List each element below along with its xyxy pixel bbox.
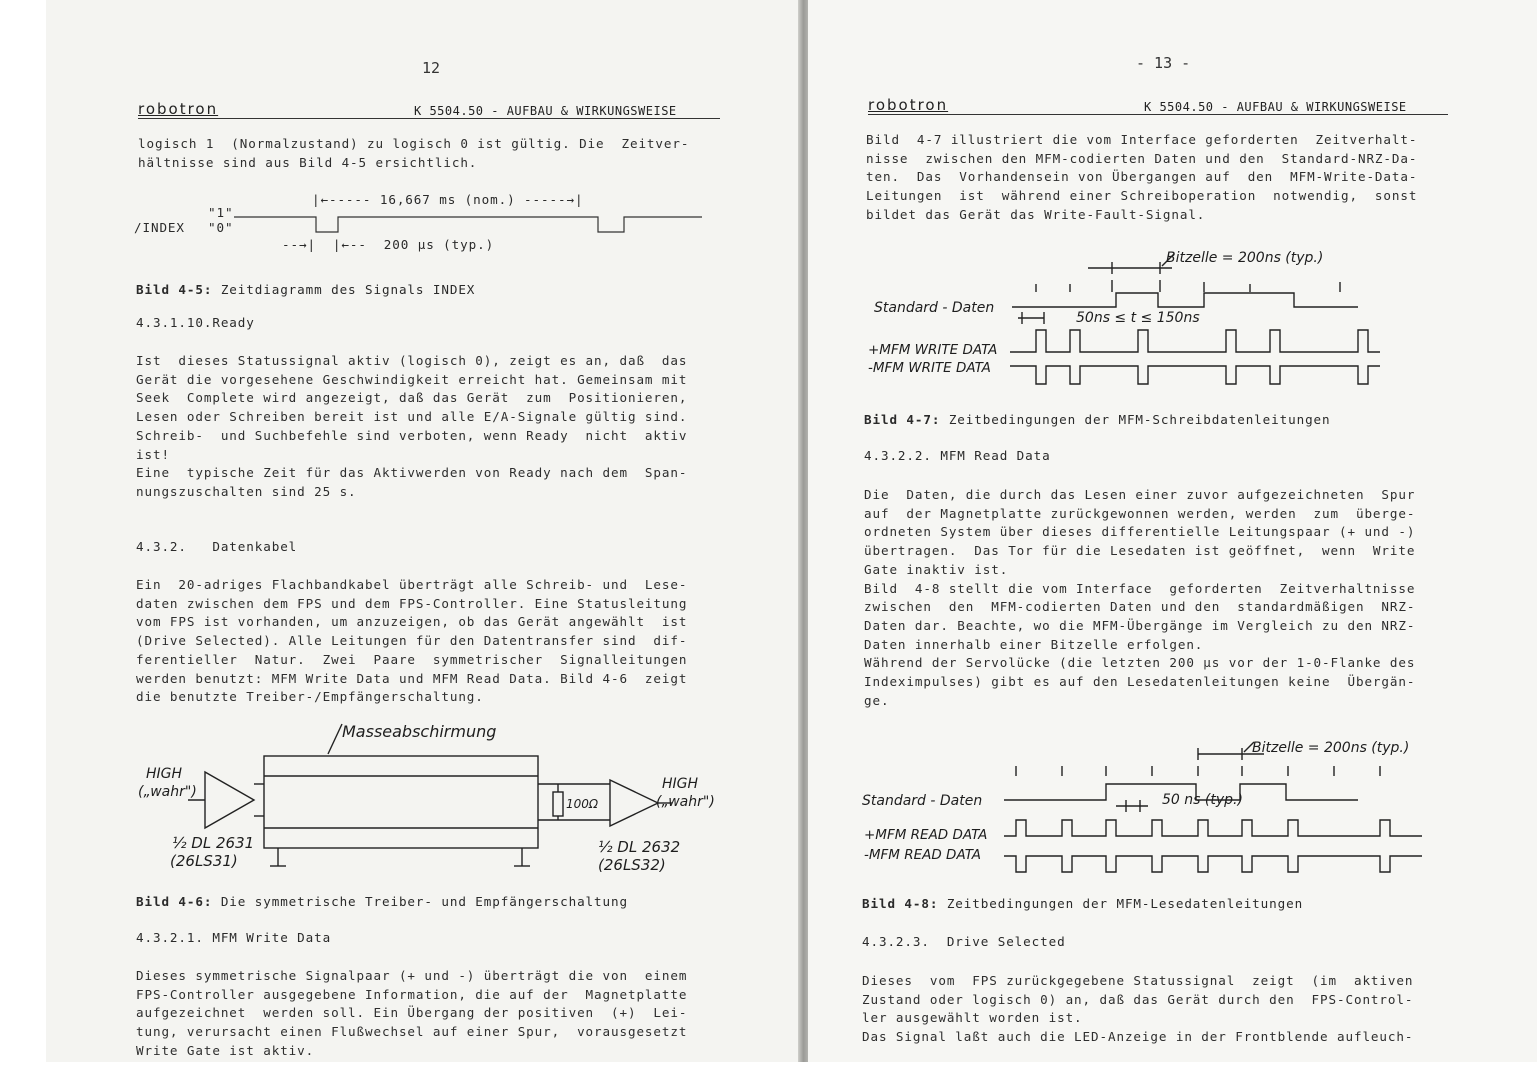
read-plus-label: +MFM READ DATA bbox=[864, 827, 988, 843]
page-number: - 13 - bbox=[1136, 54, 1191, 72]
write-standard-label: Standard - Daten bbox=[874, 300, 995, 316]
read-data-paragraph: Die Daten, die durch das Lesen einer zuvor aufgezeichneten Spur auf der Magnetplatte zurückgewonnen werden, werden zum überge- ordneten System über dieses differentielle Leitungspaar (+ und -) übertragen. Das Tor für die Lesedaten ist geöffnet, wenn Write Gate inaktiv ist. Bild 4-8 stellt die vom Interface geforderten Zeitverhaltnisse zwischen den MFM-codierten Daten und den standardmäßigen NRZ- Daten dar. Beachte, wo die MFM-Übergänge im Vergleich zu den NRZ- Daten innerhalb einer Bitzelle erfolgen. Während der Servolücke (die letzten 200 µs vor der 1-0-Flanke des Indeximpulses) gibt es auf den Lesedatenleitungen keine Übergän- ge. bbox=[864, 487, 1416, 708]
write-data-paragraph: Dieses symmetrische Signalpaar (+ und -) überträgt die von einem FPS-Controller ausgegebene Information, die auf der Magnetplatte aufgezeichnet werden soll. Ein Übergang der positiven (+) Lei- tung, verursacht einen Flußwechsel auf einer Spur, vorausgesetzt Write Gate ist aktiv. bbox=[136, 968, 688, 1058]
read-bitcell-label: Bitzelle = 200ns (typ.) bbox=[1252, 740, 1410, 756]
driver-part-alt-label: (26LS31) bbox=[170, 852, 238, 870]
read-minus-label: -MFM READ DATA bbox=[864, 847, 981, 863]
cable-paragraph: Ein 20-adriges Flachbandkabel überträgt alle Schreib- und Lese- daten zwischen dem FPS und dem FPS-Controller. Eine Statusleitung vom FPS ist vorhanden, um anzuzeigen, ob das Gerät angewählt ist (Drive Selected). Alle Leitungen für den Datentransfer sind dif- ferentieller Natur. Zwei Paare symmetrischer Signalleitungen werden benutzt: MFM Write Data und MFM Read Data. Bild 4-6 zeigt die benutzte Treiber-/Empfängerschaltung. bbox=[136, 577, 688, 705]
resistor-label: 100Ω bbox=[566, 797, 599, 811]
figure-caption-4-8: Bild 4-8: Zeitbedingungen der MFM-Lesedatenleitungen bbox=[862, 896, 1304, 911]
scan-margin bbox=[0, 1062, 1537, 1091]
read-standard-label: Standard - Daten bbox=[862, 793, 983, 809]
right-page bbox=[808, 0, 1537, 1091]
receiver-high-label: HIGH bbox=[662, 776, 699, 792]
brand-logo: robotron bbox=[138, 100, 219, 118]
read-typ-label: 50 ns (typ.) bbox=[1162, 792, 1243, 808]
intro-paragraph: logisch 1 (Normalzustand) zu logisch 0 ist gültig. Die Zeitver- hältnisse sind aus Bild 4-5 ersichtlich. bbox=[138, 136, 690, 170]
receiver-true-label: („wahr") bbox=[656, 794, 715, 810]
header-title: K 5504.50 - AUFBAU & WIRKUNGSWEISE bbox=[414, 104, 677, 118]
section-heading-datenkabel: 4.3.2. Datenkabel bbox=[136, 539, 298, 554]
figure-caption-4-5: Bild 4-5: Zeitdiagramm des Signals INDEX bbox=[136, 282, 476, 297]
driver-part-label: ½ DL 2631 bbox=[172, 834, 255, 852]
ready-paragraph: Ist dieses Statussignal aktiv (logisch 0), zeigt es an, daß das Gerät die vorgesehene Geschwindigkeit erreicht hat. Gemeinsam mit Seek Complete wird angezeigt, daß das Gerät zum Positionieren, Lesen oder Schreiben bereit ist und alle E/A-Signale gültig sind. Schreib- und Suchbefehle sind verboten, wenn Ready nicht aktiv ist! Eine typische Zeit für das Aktivwerden von Ready nach dem Span- nungszuschalten sind 25 s. bbox=[136, 353, 688, 499]
intro-paragraph: Bild 4-7 illustriert die vom Interface geforderten Zeitverhalt- nisse zwischen den MFM-codierten Daten und den Standard-NRZ-Da- ten. Das Vorhandensein von Übergangen auf den MFM-Write-Data- Leitungen ist während einer Schreiboperation notwendig, sonst bildet das Gerät das Write-Fault-Signal. bbox=[866, 132, 1418, 222]
left-page bbox=[46, 0, 802, 1091]
receiver-part-alt-label: (26LS32) bbox=[598, 856, 666, 874]
index-level-low: "0" bbox=[208, 220, 234, 235]
write-minus-label: -MFM WRITE DATA bbox=[868, 360, 991, 376]
write-plus-label: +MFM WRITE DATA bbox=[868, 342, 998, 358]
index-period-label: |←----- 16,667 ms (nom.) -----→| bbox=[312, 192, 584, 207]
section-heading-write-data: 4.3.2.1. MFM Write Data bbox=[136, 930, 332, 945]
figure-caption-4-6: Bild 4-6: Die symmetrische Treiber- und Empfängerschaltung bbox=[136, 894, 628, 909]
driver-true-label: („wahr") bbox=[138, 784, 197, 800]
shield-label: Masseabschirmung bbox=[342, 722, 497, 741]
drive-selected-paragraph: Dieses vom FPS zurückgegebene Statussignal zeigt (im aktiven Zustand oder logisch 0) an, daß das Gerät durch den FPS-Control- ler ausgewählt worden ist. Das Signal laßt auch die LED-Anzeige in der Frontblende aufleuch- bbox=[862, 973, 1414, 1045]
index-signal-name: /INDEX bbox=[134, 220, 185, 235]
read-timing-diagram bbox=[808, 0, 1537, 890]
write-range-label: 50ns ≤ t ≤ 150ns bbox=[1076, 310, 1200, 326]
section-heading-drive-selected: 4.3.2.3. Drive Selected bbox=[862, 934, 1066, 949]
write-bitcell-label: Bitzelle = 200ns (typ.) bbox=[1166, 250, 1324, 266]
section-heading-read-data: 4.3.2.2. MFM Read Data bbox=[864, 448, 1051, 463]
index-pulse-label: --→| |←-- 200 µs (typ.) bbox=[282, 237, 495, 252]
figure-caption-4-7: Bild 4-7: Zeitbedingungen der MFM-Schreibdatenleitungen bbox=[864, 412, 1331, 427]
receiver-part-label: ½ DL 2632 bbox=[598, 838, 681, 856]
brand-logo: robotron bbox=[868, 96, 949, 114]
header-title: K 5504.50 - AUFBAU & WIRKUNGSWEISE bbox=[1144, 100, 1407, 114]
driver-receiver-schematic bbox=[46, 0, 802, 890]
index-level-high: "1" bbox=[208, 205, 234, 220]
page-number: 12 bbox=[422, 59, 441, 77]
section-heading-ready: 4.3.1.10.Ready bbox=[136, 315, 255, 330]
driver-high-label: HIGH bbox=[146, 766, 183, 782]
